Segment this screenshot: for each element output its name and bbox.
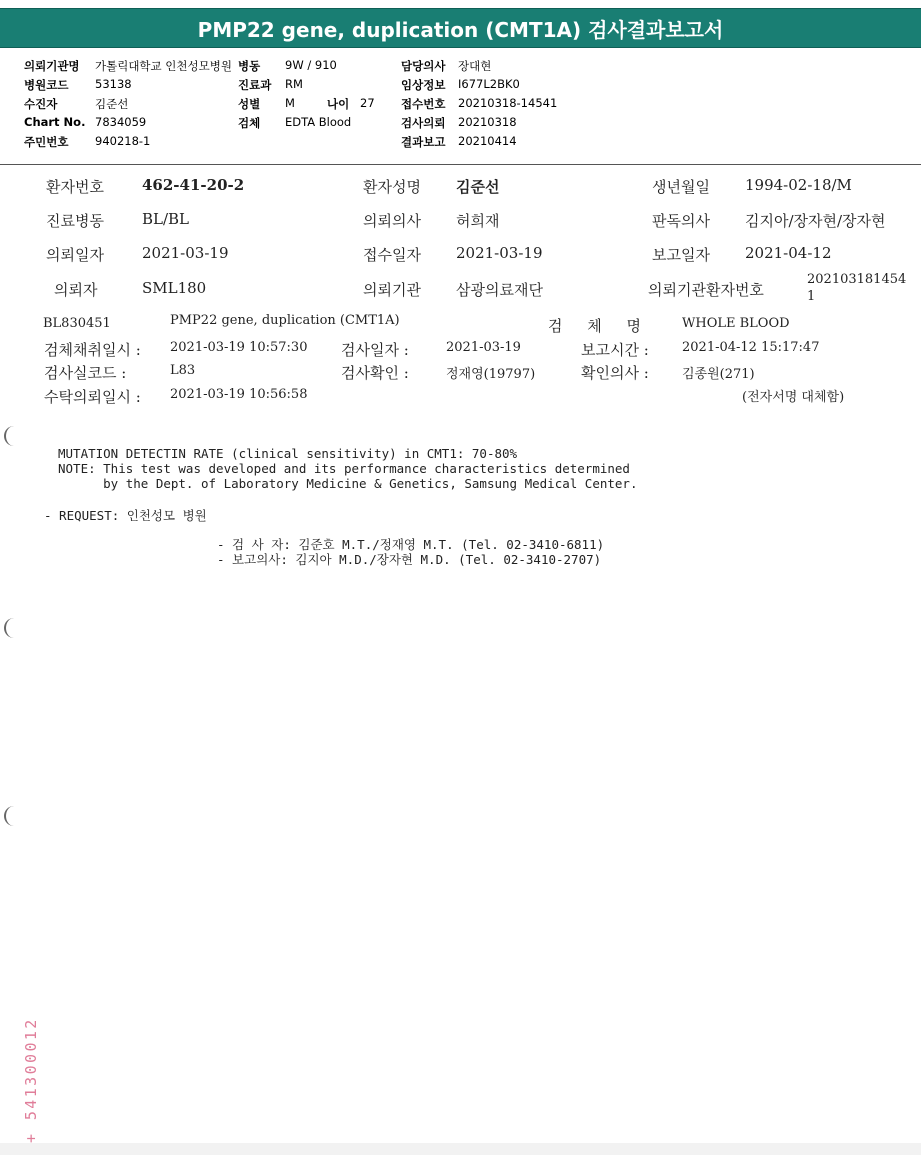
value-sex: M [285, 96, 295, 110]
value-collect: 2021-03-19 10:57:30 [170, 340, 308, 355]
label-sex: 성별 [238, 97, 261, 111]
value-req-inst: 삼광의료재단 [456, 281, 543, 299]
value-clinical: I677L2BK0 [458, 77, 520, 91]
label-hospcode: 병원코드 [24, 78, 69, 92]
value-rep-date: 2021-04-12 [745, 244, 832, 262]
label-rep-time: 보고시간 : [581, 341, 649, 359]
label-confirm: 검사확인 : [341, 364, 409, 382]
label-req-doctor: 의뢰의사 [363, 212, 421, 230]
value-patient-no: 462-41-20-2 [142, 176, 245, 194]
report-title: PMP22 gene, duplication (CMT1A) 검사결과보고서 [0, 8, 921, 48]
value-rep-time: 2021-04-12 15:17:47 [682, 340, 820, 355]
value-specimen: EDTA Blood [285, 115, 352, 129]
label-req-inst: 의뢰기관 [363, 281, 421, 299]
label-patient-name: 환자성명 [363, 178, 421, 196]
value-reqdate: 20210318 [458, 115, 517, 129]
request-info-header [0, 56, 921, 165]
value-hospital: 가톨릭대학교 인천성모병원 [95, 59, 232, 73]
label-lab: 검사실코드 : [44, 364, 127, 382]
label-receipt: 접수번호 [401, 97, 446, 111]
punch-hole-mark [4, 426, 16, 446]
label-hospital: 의뢰기관명 [24, 59, 80, 73]
label-rep-date: 보고일자 [652, 246, 710, 264]
value-birth: 1994-02-18/M [745, 176, 852, 194]
label-specimen: 검체 [238, 116, 261, 130]
value-receipt: 20210318-14541 [458, 96, 558, 110]
request-line: - REQUEST: 인천성모 병원 [44, 508, 207, 523]
label-clinical: 임상정보 [401, 78, 446, 92]
barcode-text: + 541300012 [22, 1017, 40, 1143]
value-doctor: 장대현 [458, 59, 492, 73]
label-report: 결과보고 [401, 135, 446, 149]
value-id: 940218-1 [95, 134, 151, 148]
label-id: 주민번호 [24, 135, 69, 149]
value-hospcode: 53138 [95, 77, 132, 91]
tester-line: - 검 사 자: 김준호 M.T./정재영 M.T. (Tel. 02-3410-6811) [217, 537, 605, 552]
value-read-doctor: 김지아/장자현/장자현 [745, 212, 886, 230]
test-name: PMP22 gene, duplication (CMT1A) [170, 313, 400, 328]
value-inst-patient-no-2: 1 [807, 289, 816, 304]
value-lab: L83 [170, 363, 196, 378]
label-dept: 진료과 [238, 78, 272, 92]
value-confirm-doctor: 김종원(271) [682, 367, 755, 382]
label-consign: 수탁의뢰일시 : [44, 388, 141, 406]
label-ward2: 진료병동 [46, 212, 104, 230]
value-confirm: 정재영(19797) [446, 367, 536, 382]
value-specimen-name: WHOLE BLOOD [682, 316, 790, 331]
value-chart: 7834059 [95, 115, 147, 129]
barcode-number [22, 1008, 58, 1143]
punch-hole-mark [4, 806, 16, 826]
value-dept: RM [285, 77, 303, 91]
label-specimen-name: 검 체 명 [548, 317, 652, 335]
label-rec-date: 접수일자 [363, 246, 421, 264]
value-patient-name: 김준선 [456, 178, 500, 196]
label-doctor: 담당의사 [401, 59, 446, 73]
value-report: 20210414 [458, 134, 517, 148]
reporter-line: - 보고의사: 김지아 M.D./장자현 M.D. (Tel. 02-3410-2707) [217, 552, 602, 567]
punch-hole-mark [4, 618, 16, 638]
label-read-doctor: 판독의사 [652, 212, 710, 230]
label-confirm-doctor: 확인의사 : [581, 364, 649, 382]
value-inst-patient-no-1: 202103181454 [807, 272, 907, 287]
body-line-3: by the Dept. of Laboratory Medicine & Genetics, Samsung Medical Center. [58, 476, 638, 491]
value-req-date: 2021-03-19 [142, 244, 229, 262]
value-age: 27 [360, 96, 375, 110]
label-collect: 검체채취일시 : [44, 341, 141, 359]
label-inst-patient-no: 의뢰기관환자번호 [648, 281, 764, 299]
label-patient-no: 환자번호 [46, 178, 104, 196]
label-reqdate: 검사의뢰 [401, 116, 446, 130]
label-test-date: 검사일자 : [341, 341, 409, 359]
test-code: BL830451 [43, 316, 111, 331]
value-recipient: 김준선 [95, 97, 129, 111]
value-consign: 2021-03-19 10:56:58 [170, 387, 308, 402]
label-age: 나이 [327, 97, 350, 111]
body-line-1: MUTATION DETECTIN RATE (clinical sensitivity) in CMT1: 70-80% [58, 446, 518, 461]
label-chart: Chart No. [24, 115, 86, 129]
value-ward: 9W / 910 [285, 58, 337, 72]
label-recipient: 수진자 [24, 97, 58, 111]
value-req-doctor: 허희재 [456, 212, 500, 230]
value-requester: SML180 [142, 279, 207, 297]
label-requester: 의뢰자 [54, 281, 98, 299]
label-ward: 병동 [238, 59, 261, 73]
value-rec-date: 2021-03-19 [456, 244, 543, 262]
esign-note: (전자서명 대체함) [742, 390, 845, 405]
value-test-date: 2021-03-19 [446, 340, 521, 355]
label-birth: 생년월일 [652, 178, 710, 196]
value-ward2: BL/BL [142, 210, 190, 228]
body-line-2: NOTE: This test was developed and its performance characteristics determined [58, 461, 630, 476]
label-req-date: 의뢰일자 [46, 246, 104, 264]
